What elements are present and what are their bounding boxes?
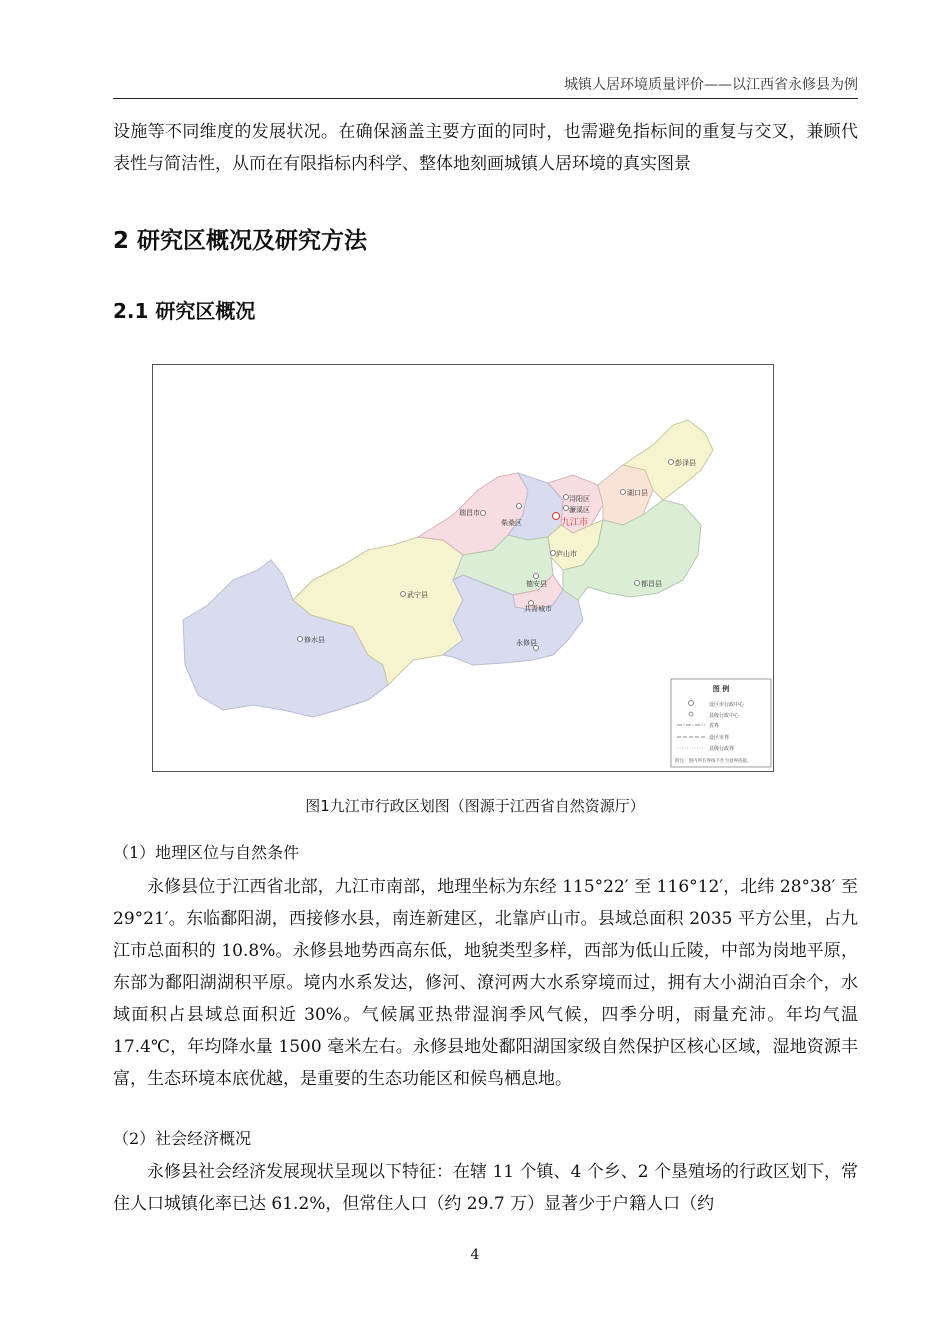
figure-caption: 图1九江市行政区划图（图源于江西省自然资源厅） <box>305 797 645 815</box>
jiujiang-admin-map <box>152 364 774 772</box>
label-lianxi: 濂溪区 <box>569 506 590 514</box>
legend-item-4: 县级行政界 <box>709 746 735 752</box>
label-chaisang: 柴桑区 <box>501 519 522 527</box>
label-gongqingcheng: 共青城市 <box>524 605 552 613</box>
label-yongxiu: 永修县 <box>516 639 537 647</box>
paragraph-socioeconomic: 永修县社会经济发展现状呈现以下特征：在辖 11 个镇、4 个乡、2 个垦殖场的行政区划下，常住人口城镇化率已达 61.2%，但常住人口（约 29.7 万）显著少于户籍人口（约 <box>113 1162 858 1214</box>
label-lushan: 庐山市 <box>556 550 577 558</box>
page-number: 4 <box>470 1247 480 1263</box>
legend-item-0: 设区市行政中心 <box>709 702 745 708</box>
label-xunyang: 浔阳区 <box>569 495 590 503</box>
intro-paragraph: 设施等不同维度的发展状况。在确保涵盖主要方面的同时，也需避免指标间的重复与交叉，兼顾代表性与简洁性，从而在有限指标内科学、整体地刻画城镇人居环境的真实图景 <box>113 122 858 174</box>
jiujiang-center <box>553 513 560 520</box>
running-header: 城镇人居环境质量评价——以江西省永修县为例 <box>113 72 858 99</box>
legend-item-1: 县级行政中心 <box>709 713 740 719</box>
section-heading: 2 研究区概况及研究方法 <box>113 228 368 254</box>
label-ruichang: 瑞昌市 <box>459 509 480 517</box>
sub-heading-socioeconomic: （2）社会经济概况 <box>113 1129 252 1148</box>
map-legend <box>671 679 771 767</box>
label-dean: 德安县 <box>526 580 547 588</box>
map-svg <box>153 365 773 771</box>
subsection-heading: 2.1 研究区概况 <box>113 299 256 323</box>
label-wuning: 武宁县 <box>407 591 428 599</box>
sub-heading-geography: （1）地理区位与自然条件 <box>113 843 300 862</box>
label-duchang: 都昌县 <box>641 580 662 588</box>
paragraph-geography: 永修县位于江西省北部，九江市南部，地理坐标为东经 115°22′ 至 116°12′，北纬 28°38′ 至 29°21′。东临鄱阳湖，西接修水县，南连新建区，北靠庐山市。县域总面积 2035 平方公里，占九江市总面积的 10.8%。永修县地势西高东低，地貌类型多样，西部为低山丘陵，中部为岗地平原，东部为鄱阳湖湖积平原。境内水系发达，修河、潦河两大水系穿境而过，拥有大小湖泊百余个，水域面积占县域总面积近 30%。气候属亚热带湿润季风气候，四季分明，雨量充沛。年均气温 17.4℃，年均降水量 1500 毫米左右。永修县地处鄱阳湖国家级自然保护区核心区域，湿地资源丰富，生态环境本底优越，是重要的生态功能区和候鸟栖息地。 <box>113 877 858 1089</box>
label-pengze: 彭泽县 <box>675 459 696 467</box>
legend-title: 图 例 <box>712 685 730 693</box>
legend-note: 附注：图内所有界线不作为划界依据。 <box>675 759 752 764</box>
label-jiujiang: 九江市 <box>561 518 589 528</box>
label-xiushui: 修水县 <box>304 636 325 644</box>
legend-item-2: 省界 <box>709 723 720 729</box>
legend-item-3: 设区市界 <box>709 735 730 741</box>
label-hukou: 湖口县 <box>627 489 648 497</box>
